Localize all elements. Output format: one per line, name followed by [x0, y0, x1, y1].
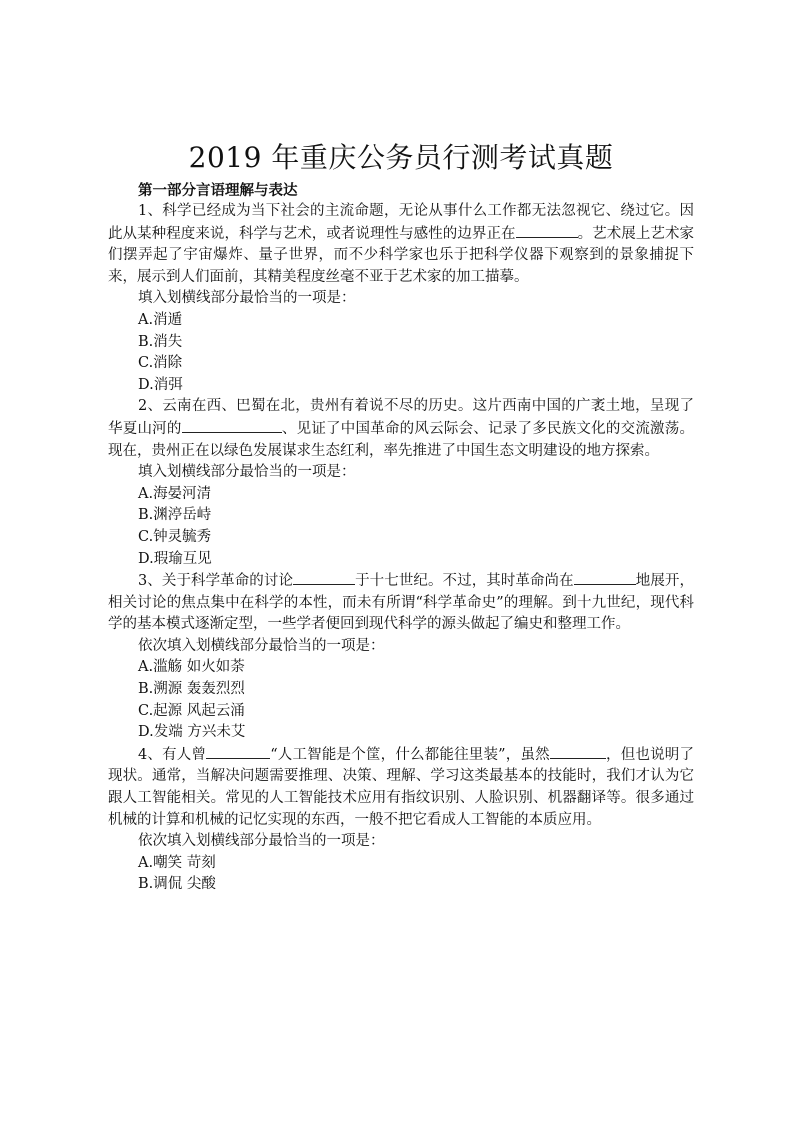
- answer-blank: [182, 418, 282, 433]
- question-stem: [108, 396, 694, 462]
- option-b: B.消失: [138, 333, 183, 350]
- question-stem: [108, 201, 694, 288]
- answer-blank: [550, 744, 606, 759]
- option-c: C.钟灵毓秀: [138, 528, 212, 545]
- option-b: B.溯源 轰轰烈烈: [138, 681, 245, 698]
- page-title: 2019 年重庆公务员行测考试真题: [188, 141, 614, 174]
- question-prompt: 填入划横线部分最恰当的一项是：: [138, 290, 356, 307]
- question-prompt: 填入划横线部分最恰当的一项是：: [138, 464, 356, 481]
- stem-text: “人工智能是个筐，什么都能往里装”，虽然: [270, 746, 550, 763]
- option-b: B.调侃 尖酸: [138, 876, 216, 893]
- question-1: [108, 201, 694, 396]
- stem-text: 地展开，相关讨论的焦点集中在科学的本性，而未有所谓“科学革命史”的理解。到十九世纪，现代科学的基本模式逐渐定型，一些学者便回到现代科学的源头做起了编史和整理工作。: [108, 573, 694, 633]
- question-prompt: 依次填入划横线部分最恰当的一项是：: [138, 637, 385, 654]
- question-stem: [108, 570, 694, 636]
- option-a: A.嘲笑 苛刻: [138, 854, 216, 871]
- question-stem: [108, 744, 694, 831]
- option-a: A.海晏河清: [138, 485, 212, 502]
- option-d: D.瑕瑜互见: [138, 550, 212, 567]
- question-3: [108, 570, 694, 744]
- stem-text: 。艺术展上艺术家们摆弄起了宇宙爆炸、量子世界，而不少科学家也乐于把科学仪器下观察到的景象捕捉下来，展示到人们面前，其精美程度丝毫不亚于艺术家的加工描摹。: [108, 225, 695, 285]
- option-d: D.发端 方兴未艾: [138, 724, 246, 741]
- stem-text: ，但也说明了现状。通常，当解决问题需要推理、决策、理解、学习这类最基本的技能时，我们才认为它跟人工智能相关。常见的人工智能技术应用有指纹识别、人脸识别、机器翻译等。很多通过机械的计算和机械的记忆实现的东西，一般不把它看成人工智能的本质应用。: [108, 746, 694, 828]
- answer-blank: [574, 570, 636, 585]
- option-a: A.消遁: [138, 311, 183, 328]
- question-4: [108, 744, 694, 896]
- answer-blank: [206, 744, 270, 759]
- answer-blank: [293, 570, 355, 585]
- question-2: [108, 396, 694, 570]
- option-d: D.消弭: [138, 376, 183, 393]
- stem-text: 1、科学已经成为当下社会的主流命题，无论从事什么工作都无法忽视它、绕过它。因此从某种程度来说，科学与艺术，或者说理性与感性的边界正在: [108, 203, 694, 242]
- question-prompt: 依次填入划横线部分最恰当的一项是：: [138, 833, 385, 850]
- answer-blank: [516, 223, 578, 238]
- stem-text: 于十七世纪。不过，其时革命尚在: [355, 573, 574, 590]
- option-b: B.渊渟岳峙: [138, 507, 212, 524]
- document-page: [108, 138, 694, 896]
- option-c: C.起源 风起云涌: [138, 702, 245, 719]
- stem-text: 4、有人曾: [138, 746, 207, 763]
- option-a: A.滥觞 如火如荼: [138, 659, 245, 676]
- stem-text: 、见证了中国革命的风云际会、记录了多民族文化的交流激荡。现在，贵州正在以绿色发展谋求生态红利，率先推进了中国生态文明建设的地方探索。: [108, 420, 695, 459]
- section-heading: 第一部分言语理解与表达: [138, 182, 298, 199]
- option-c: C.消除: [138, 355, 183, 372]
- stem-text: 3、关于科学革命的讨论: [138, 573, 294, 590]
- stem-text: 2、云南在西、巴蜀在北，贵州有着说不尽的历史。这片西南中国的广袤土地，呈现了华夏山河的: [108, 398, 694, 437]
